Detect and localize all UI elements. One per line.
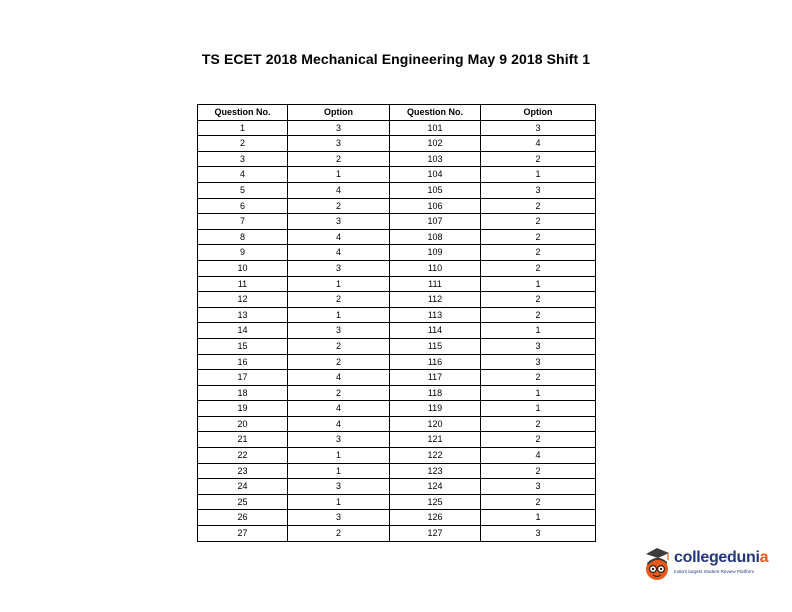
table-row bbox=[198, 292, 596, 308]
option-cell: 2 bbox=[481, 151, 596, 167]
option-cell: 2 bbox=[481, 416, 596, 432]
question-no-cell: 107 bbox=[390, 214, 481, 230]
header-option: Option bbox=[288, 105, 390, 121]
option-cell: 2 bbox=[288, 292, 390, 308]
logo-brand-accent: a bbox=[759, 549, 769, 566]
option-cell: 2 bbox=[481, 214, 596, 230]
table-row bbox=[198, 354, 596, 370]
option-cell: 3 bbox=[288, 323, 390, 339]
option-cell: 3 bbox=[288, 432, 390, 448]
option-cell: 2 bbox=[481, 260, 596, 276]
table-row bbox=[198, 401, 596, 417]
question-no-cell: 127 bbox=[390, 526, 481, 542]
option-cell: 2 bbox=[288, 385, 390, 401]
question-no-cell: 124 bbox=[390, 479, 481, 495]
question-no-cell: 3 bbox=[198, 151, 288, 167]
option-cell: 2 bbox=[481, 494, 596, 510]
option-cell: 4 bbox=[481, 136, 596, 152]
collegedunia-logo bbox=[640, 545, 770, 585]
question-no-cell: 8 bbox=[198, 229, 288, 245]
table-row bbox=[198, 370, 596, 386]
option-cell: 4 bbox=[288, 370, 390, 386]
question-no-cell: 25 bbox=[198, 494, 288, 510]
option-cell: 1 bbox=[288, 167, 390, 183]
table-row bbox=[198, 276, 596, 292]
option-cell: 3 bbox=[288, 136, 390, 152]
question-no-cell: 118 bbox=[390, 385, 481, 401]
option-cell: 3 bbox=[481, 354, 596, 370]
table-row bbox=[198, 167, 596, 183]
option-cell: 2 bbox=[481, 198, 596, 214]
option-cell: 4 bbox=[288, 401, 390, 417]
option-cell: 3 bbox=[288, 120, 390, 136]
table-row bbox=[198, 307, 596, 323]
option-cell: 1 bbox=[481, 510, 596, 526]
question-no-cell: 119 bbox=[390, 401, 481, 417]
question-no-cell: 18 bbox=[198, 385, 288, 401]
option-cell: 4 bbox=[481, 448, 596, 464]
option-cell: 3 bbox=[481, 120, 596, 136]
question-no-cell: 20 bbox=[198, 416, 288, 432]
table-row bbox=[198, 385, 596, 401]
question-no-cell: 15 bbox=[198, 338, 288, 354]
option-cell: 1 bbox=[481, 323, 596, 339]
table-row bbox=[198, 494, 596, 510]
question-no-cell: 108 bbox=[390, 229, 481, 245]
question-no-cell: 26 bbox=[198, 510, 288, 526]
question-no-cell: 109 bbox=[390, 245, 481, 261]
table-row bbox=[198, 198, 596, 214]
question-no-cell: 7 bbox=[198, 214, 288, 230]
option-cell: 2 bbox=[481, 229, 596, 245]
question-no-cell: 11 bbox=[198, 276, 288, 292]
table-row bbox=[198, 416, 596, 432]
option-cell: 2 bbox=[288, 526, 390, 542]
table-body bbox=[198, 120, 596, 541]
question-no-cell: 9 bbox=[198, 245, 288, 261]
option-cell: 2 bbox=[481, 307, 596, 323]
table-row bbox=[198, 120, 596, 136]
table-row bbox=[198, 136, 596, 152]
option-cell: 1 bbox=[481, 401, 596, 417]
option-cell: 2 bbox=[288, 354, 390, 370]
question-no-cell: 120 bbox=[390, 416, 481, 432]
question-no-cell: 113 bbox=[390, 307, 481, 323]
option-cell: 1 bbox=[481, 167, 596, 183]
question-no-cell: 116 bbox=[390, 354, 481, 370]
logo-tagline: India's largest Student Review Platform bbox=[674, 569, 755, 574]
table-row bbox=[198, 479, 596, 495]
option-cell: 1 bbox=[481, 276, 596, 292]
table-row bbox=[198, 323, 596, 339]
option-cell: 3 bbox=[481, 479, 596, 495]
option-cell: 3 bbox=[481, 526, 596, 542]
question-no-cell: 115 bbox=[390, 338, 481, 354]
option-cell: 2 bbox=[481, 463, 596, 479]
answer-key-table bbox=[197, 104, 596, 542]
question-no-cell: 22 bbox=[198, 448, 288, 464]
option-cell: 2 bbox=[481, 245, 596, 261]
table-row bbox=[198, 182, 596, 198]
question-no-cell: 2 bbox=[198, 136, 288, 152]
option-cell: 1 bbox=[288, 307, 390, 323]
option-cell: 2 bbox=[288, 198, 390, 214]
option-cell: 2 bbox=[481, 292, 596, 308]
question-no-cell: 10 bbox=[198, 260, 288, 276]
option-cell: 1 bbox=[288, 463, 390, 479]
logo-brand-text: collegeduni bbox=[674, 549, 760, 566]
option-cell: 1 bbox=[481, 385, 596, 401]
option-cell: 4 bbox=[288, 229, 390, 245]
question-no-cell: 21 bbox=[198, 432, 288, 448]
option-cell: 2 bbox=[288, 338, 390, 354]
table-row bbox=[198, 510, 596, 526]
table-row bbox=[198, 229, 596, 245]
header-question-no: Question No. bbox=[390, 105, 481, 121]
table-row bbox=[198, 338, 596, 354]
question-no-cell: 19 bbox=[198, 401, 288, 417]
question-no-cell: 13 bbox=[198, 307, 288, 323]
option-cell: 3 bbox=[288, 260, 390, 276]
question-no-cell: 12 bbox=[198, 292, 288, 308]
question-no-cell: 121 bbox=[390, 432, 481, 448]
table-row bbox=[198, 526, 596, 542]
option-cell: 4 bbox=[288, 416, 390, 432]
option-cell: 1 bbox=[288, 448, 390, 464]
question-no-cell: 103 bbox=[390, 151, 481, 167]
question-no-cell: 16 bbox=[198, 354, 288, 370]
table-row bbox=[198, 214, 596, 230]
table-row bbox=[198, 463, 596, 479]
logo-wordmark bbox=[674, 549, 768, 567]
question-no-cell: 110 bbox=[390, 260, 481, 276]
question-no-cell: 104 bbox=[390, 167, 481, 183]
question-no-cell: 24 bbox=[198, 479, 288, 495]
question-no-cell: 106 bbox=[390, 198, 481, 214]
question-no-cell: 114 bbox=[390, 323, 481, 339]
option-cell: 3 bbox=[481, 182, 596, 198]
option-cell: 3 bbox=[288, 479, 390, 495]
header-question-no: Question No. bbox=[198, 105, 288, 121]
question-no-cell: 14 bbox=[198, 323, 288, 339]
question-no-cell: 123 bbox=[390, 463, 481, 479]
question-no-cell: 4 bbox=[198, 167, 288, 183]
question-no-cell: 126 bbox=[390, 510, 481, 526]
page-title: TS ECET 2018 Mechanical Engineering May 9 2018 Shift 1 bbox=[201, 51, 591, 67]
option-cell: 3 bbox=[481, 338, 596, 354]
question-no-cell: 1 bbox=[198, 120, 288, 136]
question-no-cell: 23 bbox=[198, 463, 288, 479]
header-option: Option bbox=[481, 105, 596, 121]
question-no-cell: 111 bbox=[390, 276, 481, 292]
option-cell: 2 bbox=[288, 151, 390, 167]
question-no-cell: 102 bbox=[390, 136, 481, 152]
option-cell: 2 bbox=[481, 432, 596, 448]
table-row bbox=[198, 448, 596, 464]
student-mascot-icon bbox=[640, 545, 674, 585]
question-no-cell: 105 bbox=[390, 182, 481, 198]
option-cell: 1 bbox=[288, 494, 390, 510]
option-cell: 1 bbox=[288, 276, 390, 292]
option-cell: 3 bbox=[288, 214, 390, 230]
question-no-cell: 27 bbox=[198, 526, 288, 542]
option-cell: 4 bbox=[288, 245, 390, 261]
option-cell: 4 bbox=[288, 182, 390, 198]
table-row bbox=[198, 245, 596, 261]
table-row bbox=[198, 432, 596, 448]
question-no-cell: 6 bbox=[198, 198, 288, 214]
question-no-cell: 122 bbox=[390, 448, 481, 464]
table-header-row bbox=[198, 105, 596, 121]
question-no-cell: 112 bbox=[390, 292, 481, 308]
option-cell: 2 bbox=[481, 370, 596, 386]
question-no-cell: 117 bbox=[390, 370, 481, 386]
question-no-cell: 17 bbox=[198, 370, 288, 386]
table-row bbox=[198, 260, 596, 276]
question-no-cell: 5 bbox=[198, 182, 288, 198]
question-no-cell: 101 bbox=[390, 120, 481, 136]
option-cell: 3 bbox=[288, 510, 390, 526]
question-no-cell: 125 bbox=[390, 494, 481, 510]
table-row bbox=[198, 151, 596, 167]
